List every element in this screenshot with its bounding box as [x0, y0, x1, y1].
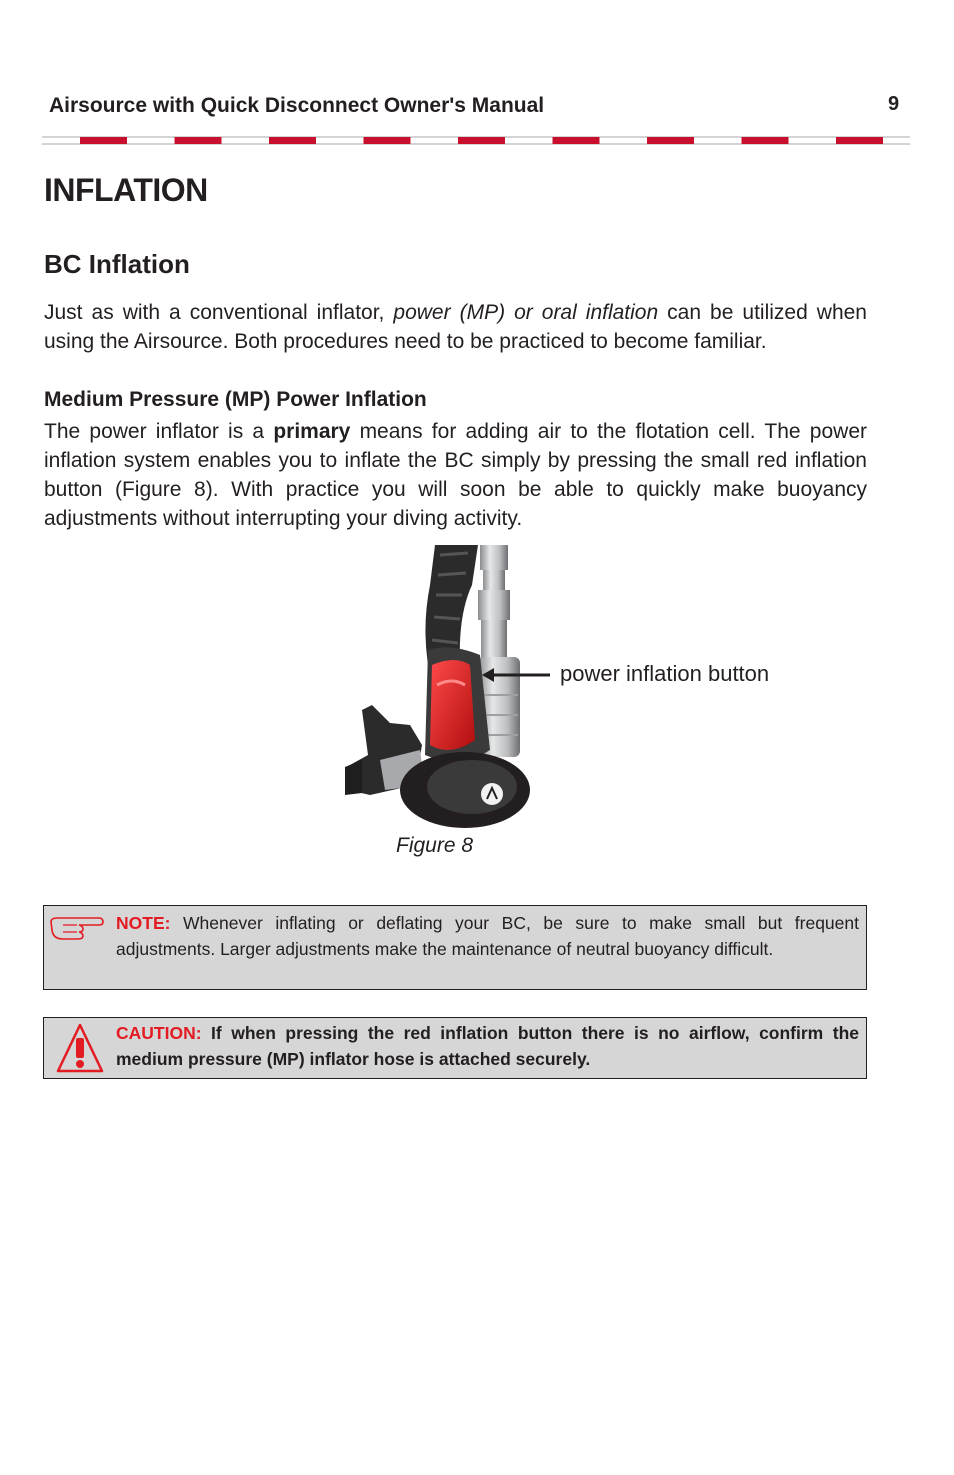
rule-segment [742, 137, 789, 144]
figure-callout: power inflation button [560, 661, 770, 686]
rule-segment [175, 137, 222, 144]
intro-italic: power (MP) or oral inflation [393, 301, 659, 324]
page-number: 9 [888, 93, 900, 115]
rule-segment [836, 137, 883, 144]
intro-text-1: Just as with a conventional inflator, [44, 301, 394, 324]
header-rule [42, 135, 910, 145]
caution-body: If when pressing the red inflation button there is no airflow, confirm the medium pressure (MP) inflator hose is attached securely. [116, 1023, 859, 1069]
section-title: INFLATION [44, 172, 208, 208]
rule-segment [269, 137, 316, 144]
rule-segment [647, 137, 694, 144]
intro-paragraph [44, 298, 867, 356]
subsection-heading: Medium Pressure (MP) Power Inflation [44, 388, 427, 411]
caution-box [43, 1017, 867, 1079]
power-text-1: The power inflator is a [44, 420, 274, 443]
rule-segment [364, 137, 411, 144]
rule-segment [553, 137, 600, 144]
note-text [116, 910, 859, 962]
header-title: Airsource with Quick Disconnect Owner's Manual [49, 94, 545, 117]
section-subtitle: BC Inflation [44, 249, 190, 279]
power-inflation-paragraph [44, 417, 867, 533]
caution-text [116, 1020, 859, 1072]
power-text-2: means for adding air to the flotation cell. The power inflation system enables you to inflate the BC simply by pressing the small red inflation button (Figure 8). With practice you will soon be able to quickly make buoyancy adjustments without interrupting your diving activity. [44, 420, 867, 530]
note-box [43, 905, 867, 990]
figure-caption: Figure 8 [396, 834, 474, 857]
rule-segment [80, 137, 127, 144]
note-body: Whenever inflating or deflating your BC, be sure to make small but frequent adjustments. Larger adjustments make the maintenance of neutral buoyancy difficult. [116, 913, 859, 959]
warning-triangle-icon [55, 1022, 105, 1074]
power-bold: primary [273, 420, 351, 443]
pointing-hand-icon [49, 914, 105, 944]
rule-segment [458, 137, 505, 144]
intro-text-2: can be utilized when using the Airsource. Both procedures need to be practiced to become familiar. [44, 301, 867, 353]
caution-label: CAUTION: [116, 1023, 202, 1043]
note-label: NOTE: [116, 913, 171, 933]
inflator-illustration [340, 545, 555, 835]
